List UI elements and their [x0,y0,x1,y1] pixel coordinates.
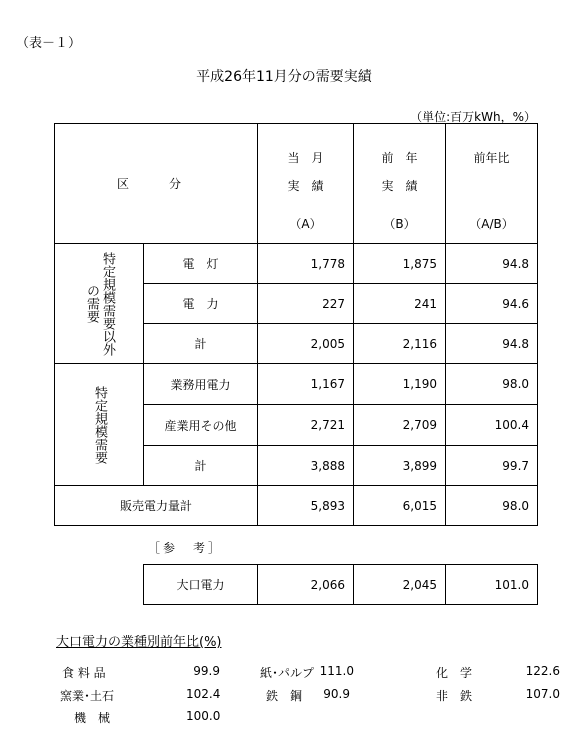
value-current: 3,888 [258,446,354,486]
row-label: 産業用その他 [144,405,258,446]
industry-value: 102.4 [186,687,221,701]
table-row [55,244,538,284]
value-ratio: 100.4 [446,405,538,446]
value-current: 227 [258,284,354,324]
page-title: 平成26年11月分の需要実績 [196,69,372,85]
industry-name: 非 鉄 [436,689,473,703]
value-ratio: 99.7 [446,446,538,486]
reference-label: ［参 考］ [148,541,224,555]
total-label: 販売電力量計 [55,486,258,526]
value-previous: 2,116 [354,324,446,364]
demand-table [54,123,538,526]
header-previous [354,124,446,244]
reference-current: 2,066 [258,565,354,605]
industry-value: 122.6 [525,664,560,678]
header-ratio-line1: 前年比 [473,151,510,165]
header-ratio [446,124,538,244]
industry-value: 99.9 [193,664,220,678]
header-current-line3: （A） [289,217,322,231]
total-current: 5,893 [258,486,354,526]
header-current-line1: 当 月 [287,151,324,165]
industry-value: 90.9 [323,687,350,701]
row-label: 計 [144,324,258,364]
header-previous-line3: （B） [383,217,416,231]
value-ratio: 94.8 [446,244,538,284]
unit-note: （単位:百万kWh，%） [410,110,536,124]
industry-value: 107.0 [525,687,560,701]
reference-ratio: 101.0 [446,565,538,605]
value-current: 2,005 [258,324,354,364]
row-label: 電 力 [144,284,258,324]
industry-name: 紙･パルプ [260,666,315,680]
header-previous-line2: 実 績 [381,179,418,193]
value-previous: 241 [354,284,446,324]
row-label: 計 [144,446,258,486]
industry-section-title: 大口電力の業種別前年比(%) [56,635,222,650]
industry-name: 鉄 鋼 [266,689,303,703]
total-ratio: 98.0 [446,486,538,526]
table-header-row [55,124,538,244]
row-label: 業務用電力 [144,364,258,405]
value-current: 1,167 [258,364,354,405]
header-previous-line1: 前 年 [381,151,418,165]
industry-name: 化 学 [436,666,473,680]
value-ratio: 94.6 [446,284,538,324]
industry-value: 111.0 [319,664,354,678]
row-label: 電 灯 [144,244,258,284]
header-current-line2: 実 績 [287,179,324,193]
value-current: 2,721 [258,405,354,446]
header-ratio-line3: （A/B） [469,217,514,231]
reference-table [143,564,538,605]
group-label-specified: 特定規模需要 [55,364,144,486]
header-kubun: 区 分 [55,124,258,244]
value-current: 1,778 [258,244,354,284]
document-label: （表－１） [16,36,82,51]
industry-name: 食 料 品 [62,666,106,680]
industry-name: 窯業･土石 [60,689,115,703]
table-row [55,364,538,405]
table-row [144,565,538,605]
reference-previous: 2,045 [354,565,446,605]
value-previous: 2,709 [354,405,446,446]
industry-name: 機 械 [74,711,111,725]
value-previous: 1,875 [354,244,446,284]
header-current [258,124,354,244]
value-previous: 3,899 [354,446,446,486]
value-ratio: 98.0 [446,364,538,405]
reference-row-label: 大口電力 [144,565,258,605]
group-label-non-specified: 特定規模需要以外の需要 [55,244,144,364]
value-previous: 1,190 [354,364,446,405]
industry-value: 100.0 [186,709,221,723]
value-ratio: 94.8 [446,324,538,364]
table-total-row [55,486,538,526]
total-previous: 6,015 [354,486,446,526]
